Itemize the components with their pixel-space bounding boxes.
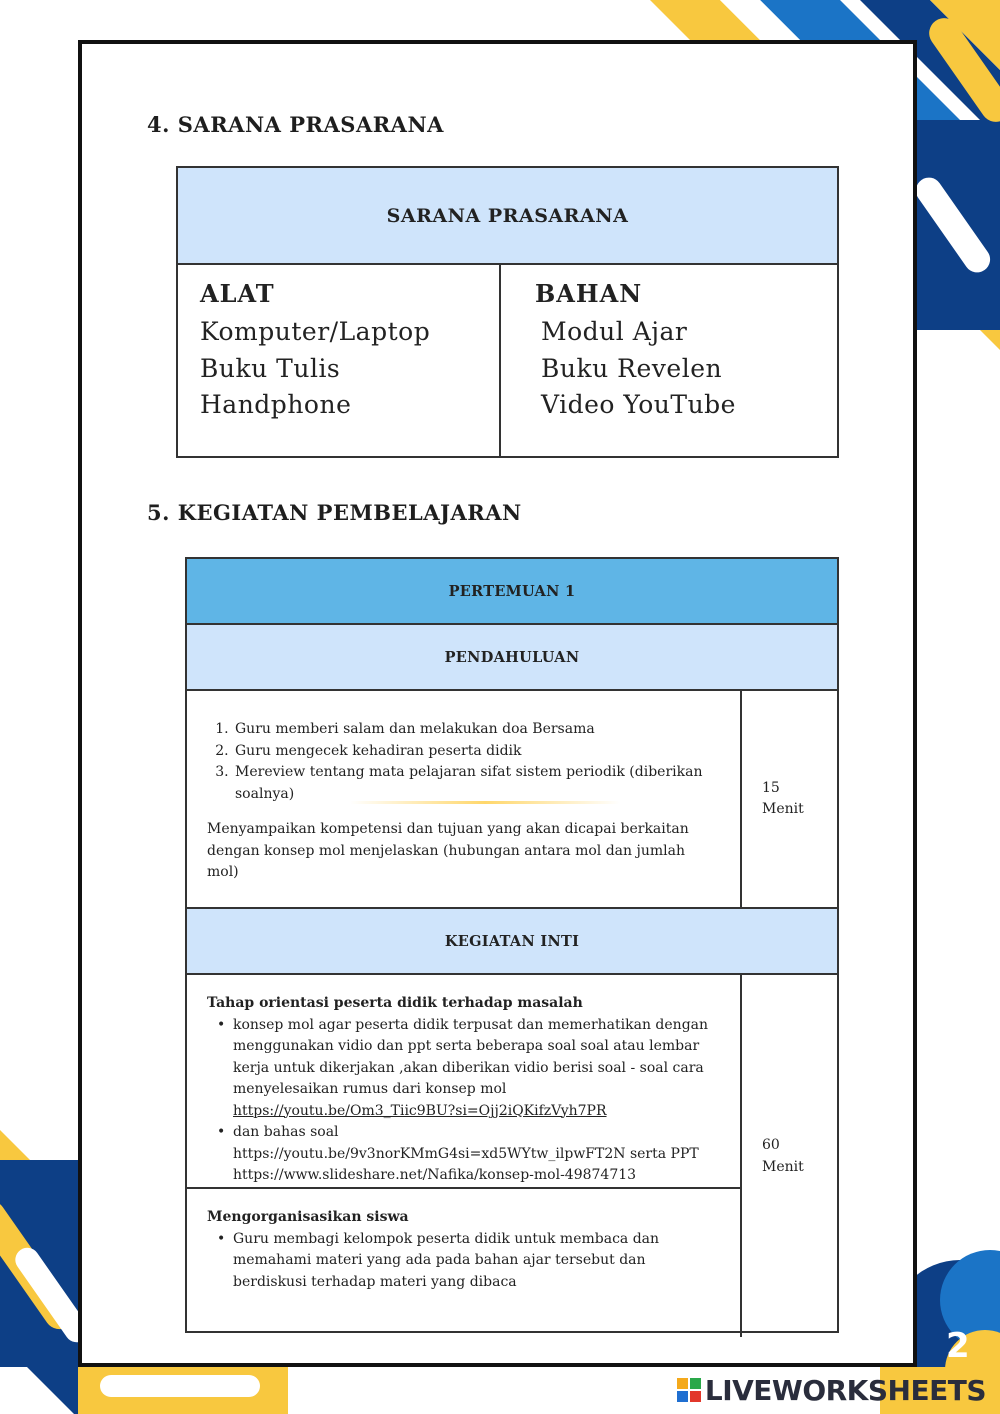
organisasi-title: Mengorganisasikan siswa <box>207 1209 409 1225</box>
bahan-column <box>501 265 837 458</box>
list-item: • dan bahas soal https://youtu.be/9v3norKMmG4si=xd5WYtw_ilpwFT2N serta PPT https://www.slideshare.net/Nafika/konsep-mol-49874713 <box>233 1122 720 1187</box>
alat-column <box>178 265 501 458</box>
orientasi-block <box>187 975 740 1189</box>
pendahuluan-paragraph: Menyampaikan kompetensi dan tujuan yang akan dicapai berkaitan dengan konsep mol menjelaskan (hubungan antara mol dan jumlah mol) <box>207 821 689 880</box>
kegiatan-inti-duration <box>742 975 837 1337</box>
pendahuluan-steps <box>207 719 720 805</box>
step-item: 2. Guru mengecek kehadiran peserta didik <box>233 741 720 763</box>
youtube-link[interactable]: https://youtu.be/Om3_Tiic9BU?si=Ojj2iQKifzVyh7PR <box>233 1102 607 1119</box>
orientasi-title: Tahap orientasi peserta didik terhadap masalah <box>207 995 583 1011</box>
kegiatan-inti-header: KEGIATAN INTI <box>187 909 837 975</box>
sarana-prasarana-table <box>176 166 839 458</box>
watermark-text: LIVEWORKSHEETS <box>704 1373 986 1407</box>
orientasi-list <box>207 1015 720 1187</box>
kegiatan-inti-content <box>187 975 742 1337</box>
alat-title: ALAT <box>200 279 275 308</box>
list-item <box>233 1015 720 1123</box>
organisasi-block <box>187 1189 740 1301</box>
duration-unit: Menit <box>762 801 804 817</box>
orientasi-bullet-text: konsep mol agar peserta didik terpusat dan memerhatikan dengan menggunakan vidio dan ppt serta beberapa soal soal atau lembar kerja untuk dikerjakan ,akan diberikan vidio berisi soal - soal cara menyelesaikan rumus dari konsep mol <box>233 1016 709 1097</box>
pendahuluan-duration <box>742 691 837 907</box>
duration-value: 15 <box>762 779 780 796</box>
alat-item: Komputer/Laptop <box>200 317 431 346</box>
step-item: 1. Guru memberi salam dan melakukan doa Bersama <box>233 719 720 741</box>
page-number: 2 <box>946 1326 970 1366</box>
step-item: 3. Mereview tentang mata pelajaran sifat sistem periodik (diberikan soalnya) <box>233 762 720 805</box>
liveworksheets-logo-icon <box>677 1378 701 1402</box>
bahan-item: Buku Revelen <box>541 353 723 383</box>
bahan-item: Modul Ajar <box>541 317 688 346</box>
pendahuluan-row <box>187 691 837 909</box>
duration-unit: Menit <box>762 1158 804 1175</box>
alat-item: Handphone <box>200 390 352 419</box>
section-5-heading: 5. KEGIATAN PEMBELAJARAN <box>147 500 522 525</box>
pendahuluan-content <box>187 691 742 907</box>
sarana-table-title: SARANA PRASARANA <box>178 168 837 265</box>
highlight-stroke <box>350 801 620 804</box>
alat-item: Buku Tulis <box>200 353 341 383</box>
pendahuluan-header: PENDAHULUAN <box>187 625 837 691</box>
bahan-title: BAHAN <box>535 279 643 308</box>
liveworksheets-watermark <box>677 1372 986 1408</box>
kegiatan-pembelajaran-table <box>185 557 839 1333</box>
kegiatan-inti-row <box>187 975 837 1337</box>
pertemuan-header: PERTEMUAN 1 <box>187 559 837 625</box>
bahan-item: Video YouTube <box>541 390 736 419</box>
section-4-heading: 4. SARANA PRASARANA <box>147 112 444 137</box>
organisasi-list <box>207 1229 720 1294</box>
duration-value: 60 <box>762 1137 780 1153</box>
list-item: • Guru membagi kelompok peserta didik untuk membaca dan memahami materi yang ada pada bahan ajar tersebut dan berdiskusi terhadap materi yang dibaca <box>233 1229 720 1294</box>
